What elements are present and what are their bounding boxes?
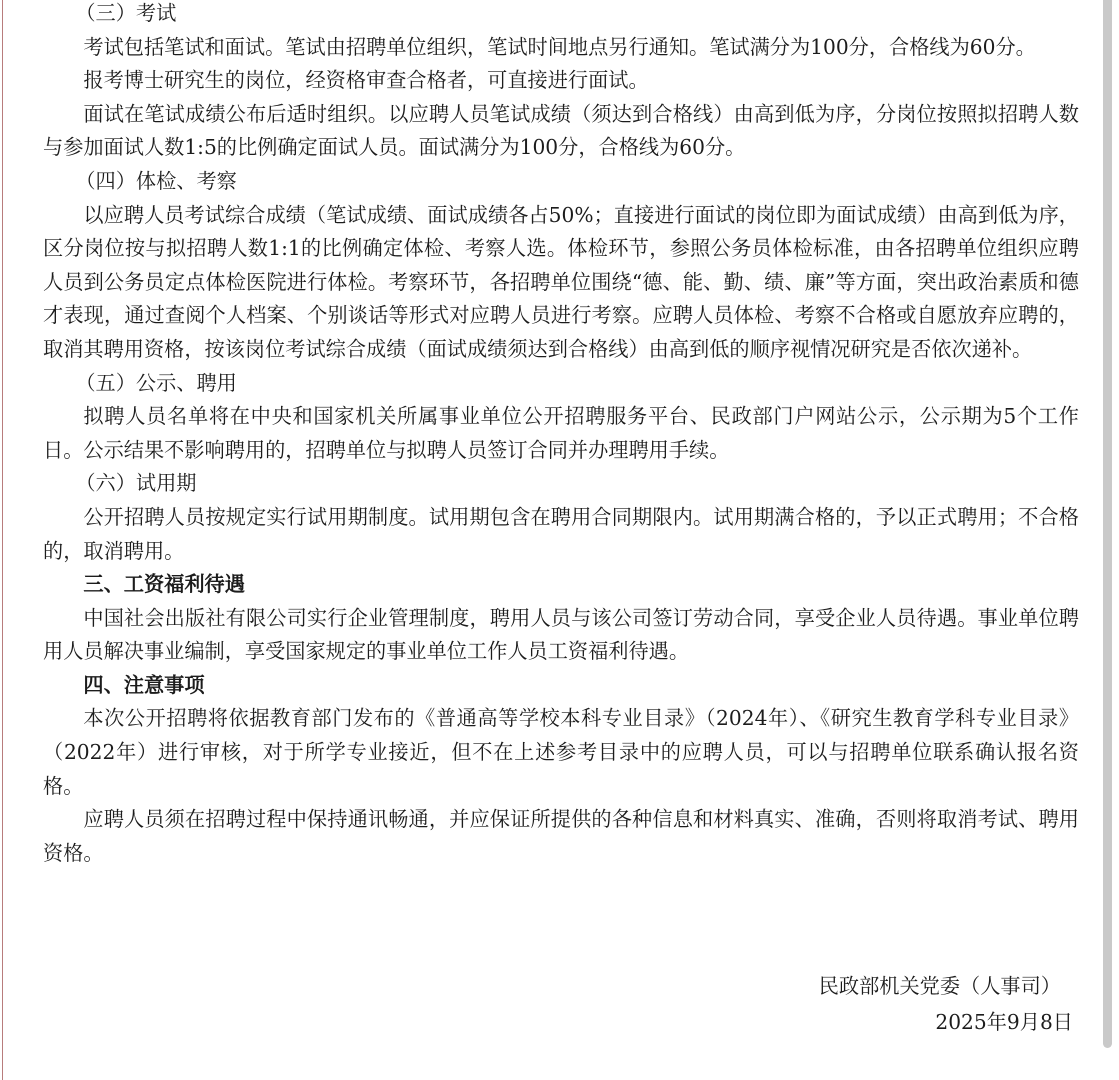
paragraph-phd-interview: 报考博士研究生的岗位，经资格审查合格者，可直接进行面试。 bbox=[83, 68, 649, 93]
subsection-heading-publicity: （五）公示、聘用 bbox=[75, 370, 237, 395]
paragraph-probation-rules: 公开招聘人员按规定实行试用期制度。试用期包含在聘用合同期限内。试用期满合格的，予以正式聘用；不合格的，取消聘用。 bbox=[43, 504, 1079, 563]
paragraph-exam-overview: 考试包括笔试和面试。笔试由招聘单位组织，笔试时间地点另行通知。笔试满分为100分，合格线为60分。 bbox=[83, 34, 1036, 59]
signature-organization: 民政部机关党委（人事司） bbox=[818, 974, 1061, 998]
document-body bbox=[43, 0, 1079, 870]
signature-date: 2025年9月8日 bbox=[935, 1010, 1073, 1034]
paragraph-notes-contact: 应聘人员须在招聘过程中保持通讯畅通，并应保证所提供的各种信息和材料真实、准确，否则将取消考试、聘用资格。 bbox=[43, 807, 1079, 865]
section-heading-salary: 三、工资福利待遇 bbox=[83, 572, 245, 597]
subsection-heading-exam: （三）考试 bbox=[75, 1, 177, 25]
subsection-heading-probation: （六）试用期 bbox=[75, 471, 197, 496]
paragraph-check-rules: 以应聘人员考试综合成绩（笔试成绩、面试成绩各占50%；直接进行面试的岗位即为面试成绩）由高到低为序，区分岗位按与拟招聘人数1:1的比例确定体检、考察人选。体检环节，参照公务员体检标准，由各招聘单位组织应聘人员到公务员定点体检医院进行体检。考察环节，各招聘单位围绕“德、能、勤、绩、廉”等方面，突出政治素质和德才表现，通过查阅个人档案、个别谈话等形式对应聘人员进行考察。应聘人员体检、考察不合格或自愿放弃应聘的，取消其聘用资格，按该岗位考试综合成绩（面试成绩须达到合格线）由高到低的顺序视情况研究是否依次递补。 bbox=[43, 202, 1079, 361]
section-heading-notes: 四、注意事项 bbox=[83, 672, 205, 697]
paragraph-publicity-rules: 拟聘人员名单将在中央和国家机关所属事业单位公开招聘服务平台、民政部门户网站公示，公示期为5个工作日。公示结果不影响聘用的，招聘单位与拟聘人员签订合同并办理聘用手续。 bbox=[43, 404, 1079, 462]
paragraph-salary-rules: 中国社会出版社有限公司实行企业管理制度，聘用人员与该公司签订劳动合同，享受企业人员待遇。事业单位聘用人员解决事业编制，享受国家规定的事业单位工作人员工资福利待遇。 bbox=[43, 605, 1079, 664]
vertical-scrollbar[interactable] bbox=[1103, 0, 1112, 1048]
subsection-heading-check: （四）体检、考察 bbox=[75, 168, 237, 193]
paragraph-notes-catalog: 本次公开招聘将依据教育部门发布的《普通高等学校本科专业目录》（2024年）、《研究生教育学科专业目录》（2022年）进行审核，对于所学专业接近，但不在上述参考目录中的应聘人员，可以与招聘单位联系确认报名资格。 bbox=[43, 706, 1079, 798]
page-left-edge bbox=[2, 0, 3, 1080]
signature-block bbox=[819, 968, 1073, 1040]
paragraph-interview-rules: 面试在笔试成绩公布后适时组织。以应聘人员笔试成绩（须达到合格线）由高到低为序，分岗位按照拟招聘人数与参加面试人数1:5的比例确定面试人员。面试满分为100分，合格线为60分。 bbox=[43, 101, 1079, 160]
